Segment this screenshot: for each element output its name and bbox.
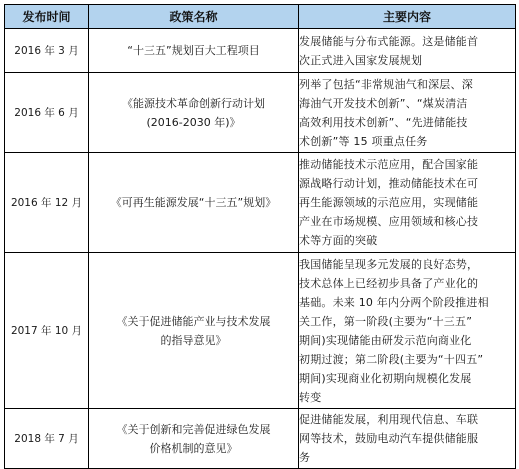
row-policy-name (89, 29, 299, 73)
content-line: 推动储能技术示范应用，配合国家能 (299, 158, 479, 171)
policy-name-line: 的指导意见》 (160, 333, 227, 347)
policy-name-line: 价格机制的意见》 (149, 441, 238, 455)
header-time: 发布时间 (5, 5, 89, 29)
header-name: 政策名称 (89, 5, 299, 29)
row-time: 2016 年 6 月 (5, 73, 89, 153)
row-policy-name (89, 153, 299, 253)
row-time: 2016 年 12 月 (5, 153, 89, 253)
table-row (5, 253, 516, 409)
content-line: 网等技术，鼓励电动汽车提供储能服 (299, 432, 479, 445)
row-policy-name (89, 73, 299, 153)
content-line: 务 (299, 451, 311, 464)
policy-name-line: 《能源技术革命创新行动计划 (122, 96, 265, 110)
table-row (5, 73, 516, 153)
content-line: 源战略行动计划，推动储能技术在可 (299, 177, 479, 190)
content-line: 我国储能呈现多元发展的良好态势， (299, 257, 479, 271)
content-line: 高效利用技术创新”、“先进储能技 (299, 115, 468, 129)
content-line: 基础。未来 10 年内分两个阶段推进相 (299, 295, 489, 309)
table-row (5, 409, 516, 469)
content-line: 术创新”等 15 项重点任务 (299, 134, 428, 148)
content-line: 关工作，第一阶段(主要为“十三五” (299, 314, 473, 328)
content-line: 发展储能与分布式能源。这是储能首 (299, 34, 479, 48)
content-line: 期间)实现商业化初期向规模化发展 (299, 371, 472, 385)
content-line: 产业在市场规模、应用领域和核心技 (299, 215, 479, 228)
policy-name-line: “十三五”规划百大工程项目 (127, 44, 260, 57)
content-line: 促进储能发展，利用现代信息、车联 (299, 413, 479, 426)
policy-table (4, 4, 516, 469)
header-content: 主要内容 (299, 5, 516, 29)
policy-name-line: 《可再生能源发展“十三五”规划》 (110, 196, 277, 209)
row-content (299, 29, 516, 73)
content-line: 海油气开发技术创新”、“煤炭清洁 (299, 96, 468, 110)
policy-name-line: 《关于促进储能产业与技术发展 (116, 314, 271, 328)
table-row (5, 29, 516, 73)
row-content (299, 73, 516, 153)
content-line: 初期过渡；第二阶段(主要为“十四五” (299, 352, 484, 366)
row-content (299, 409, 516, 469)
content-line: 期间)实现储能由研发示范向商业化 (299, 333, 472, 347)
content-line: 术等方面的突破 (299, 234, 378, 247)
content-line: 转变 (299, 390, 322, 404)
policy-name-line: (2016-2030 年)》 (146, 115, 241, 129)
content-line: 次正式进入国家发展规划 (299, 53, 423, 67)
policy-name-line: 《关于创新和完善促进绿色发展 (116, 422, 271, 436)
row-policy-name (89, 253, 299, 409)
row-time: 2016 年 3 月 (5, 29, 89, 73)
table-row (5, 153, 516, 253)
row-content (299, 253, 516, 409)
row-content (299, 153, 516, 253)
row-time: 2018 年 7 月 (5, 409, 89, 469)
content-line: 再生能源领域的示范应用，实现储能 (299, 196, 479, 209)
content-line: 列举了包括“非常规油气和深层、深 (299, 77, 473, 91)
table-header-row (5, 5, 516, 29)
row-time: 2017 年 10 月 (5, 253, 89, 409)
content-line: 技术总体上已经初步具备了产业化的 (299, 276, 479, 290)
row-policy-name (89, 409, 299, 469)
